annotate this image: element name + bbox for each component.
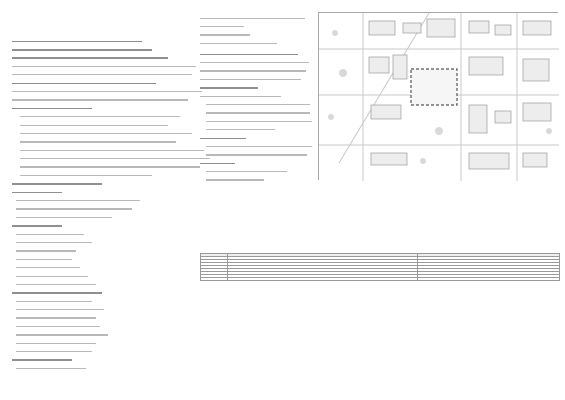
- table-row: [201, 278, 560, 281]
- left-line: [12, 104, 212, 112]
- right-mid-line: [200, 142, 315, 150]
- left-line: [12, 356, 212, 364]
- site-plan-drawing: [319, 13, 559, 181]
- right-mid-line: [200, 92, 315, 100]
- left-line: [12, 37, 212, 45]
- project-site-boundary: [411, 69, 457, 105]
- left-line: [12, 339, 212, 347]
- right-mid-line: [200, 75, 315, 83]
- left-text-column: [12, 12, 212, 396]
- right-mid-line: [200, 159, 315, 167]
- right-mid-line: [200, 151, 315, 159]
- left-line: [12, 280, 212, 288]
- left-line: [12, 180, 212, 188]
- right-mid-line: [200, 134, 315, 142]
- left-line: [12, 264, 212, 272]
- right-top-text: [200, 14, 310, 48]
- left-line: [12, 113, 212, 121]
- left-line: [12, 347, 212, 355]
- right-mid-line: [200, 109, 315, 117]
- right-top-line: [200, 14, 310, 22]
- left-line: [12, 79, 212, 87]
- left-line: [12, 247, 212, 255]
- right-mid-line: [200, 84, 315, 92]
- left-line: [12, 289, 212, 297]
- site-plan-map: [318, 12, 558, 180]
- left-line: [12, 331, 212, 339]
- left-line: [12, 87, 212, 95]
- schedule-heading: [200, 191, 560, 201]
- document-title: [12, 12, 212, 27]
- left-line: [12, 146, 212, 154]
- left-line: [12, 306, 212, 314]
- left-line: [12, 54, 212, 62]
- left-line: [12, 322, 212, 330]
- table-cell: [227, 278, 418, 281]
- right-mid-line: [200, 167, 315, 175]
- schedule-table: [200, 253, 560, 281]
- schedule-section: [200, 185, 560, 215]
- left-line: [12, 45, 212, 53]
- left-line: [12, 154, 212, 162]
- left-line: [12, 138, 212, 146]
- right-top-line: [200, 22, 310, 30]
- left-line: [12, 364, 212, 372]
- left-line: [12, 222, 212, 230]
- left-line: [12, 129, 212, 137]
- left-line: [12, 238, 212, 246]
- right-mid-line: [200, 117, 315, 125]
- left-line: [12, 314, 212, 322]
- right-mid-line: [200, 126, 315, 134]
- left-line: [12, 213, 212, 221]
- right-mid-line: [200, 67, 315, 75]
- left-line: [12, 255, 212, 263]
- left-line: [12, 71, 212, 79]
- left-line: [12, 171, 212, 179]
- schedule-duration: [200, 205, 560, 215]
- right-top-line: [200, 39, 310, 47]
- right-mid-line: [200, 176, 315, 184]
- table-cell: [418, 278, 560, 281]
- right-mid-line: [200, 50, 315, 58]
- left-line: [12, 205, 212, 213]
- right-top-line: [200, 31, 310, 39]
- left-line: [12, 121, 212, 129]
- left-line: [12, 188, 212, 196]
- left-line: [12, 163, 212, 171]
- table-cell: [201, 278, 228, 281]
- left-line: [12, 230, 212, 238]
- right-mid-line: [200, 100, 315, 108]
- left-line: [12, 297, 212, 305]
- left-line: [12, 62, 212, 70]
- left-line: [12, 96, 212, 104]
- right-mid-line: [200, 58, 315, 66]
- right-mid-text: [200, 50, 315, 184]
- left-line: [12, 196, 212, 204]
- left-line: [12, 272, 212, 280]
